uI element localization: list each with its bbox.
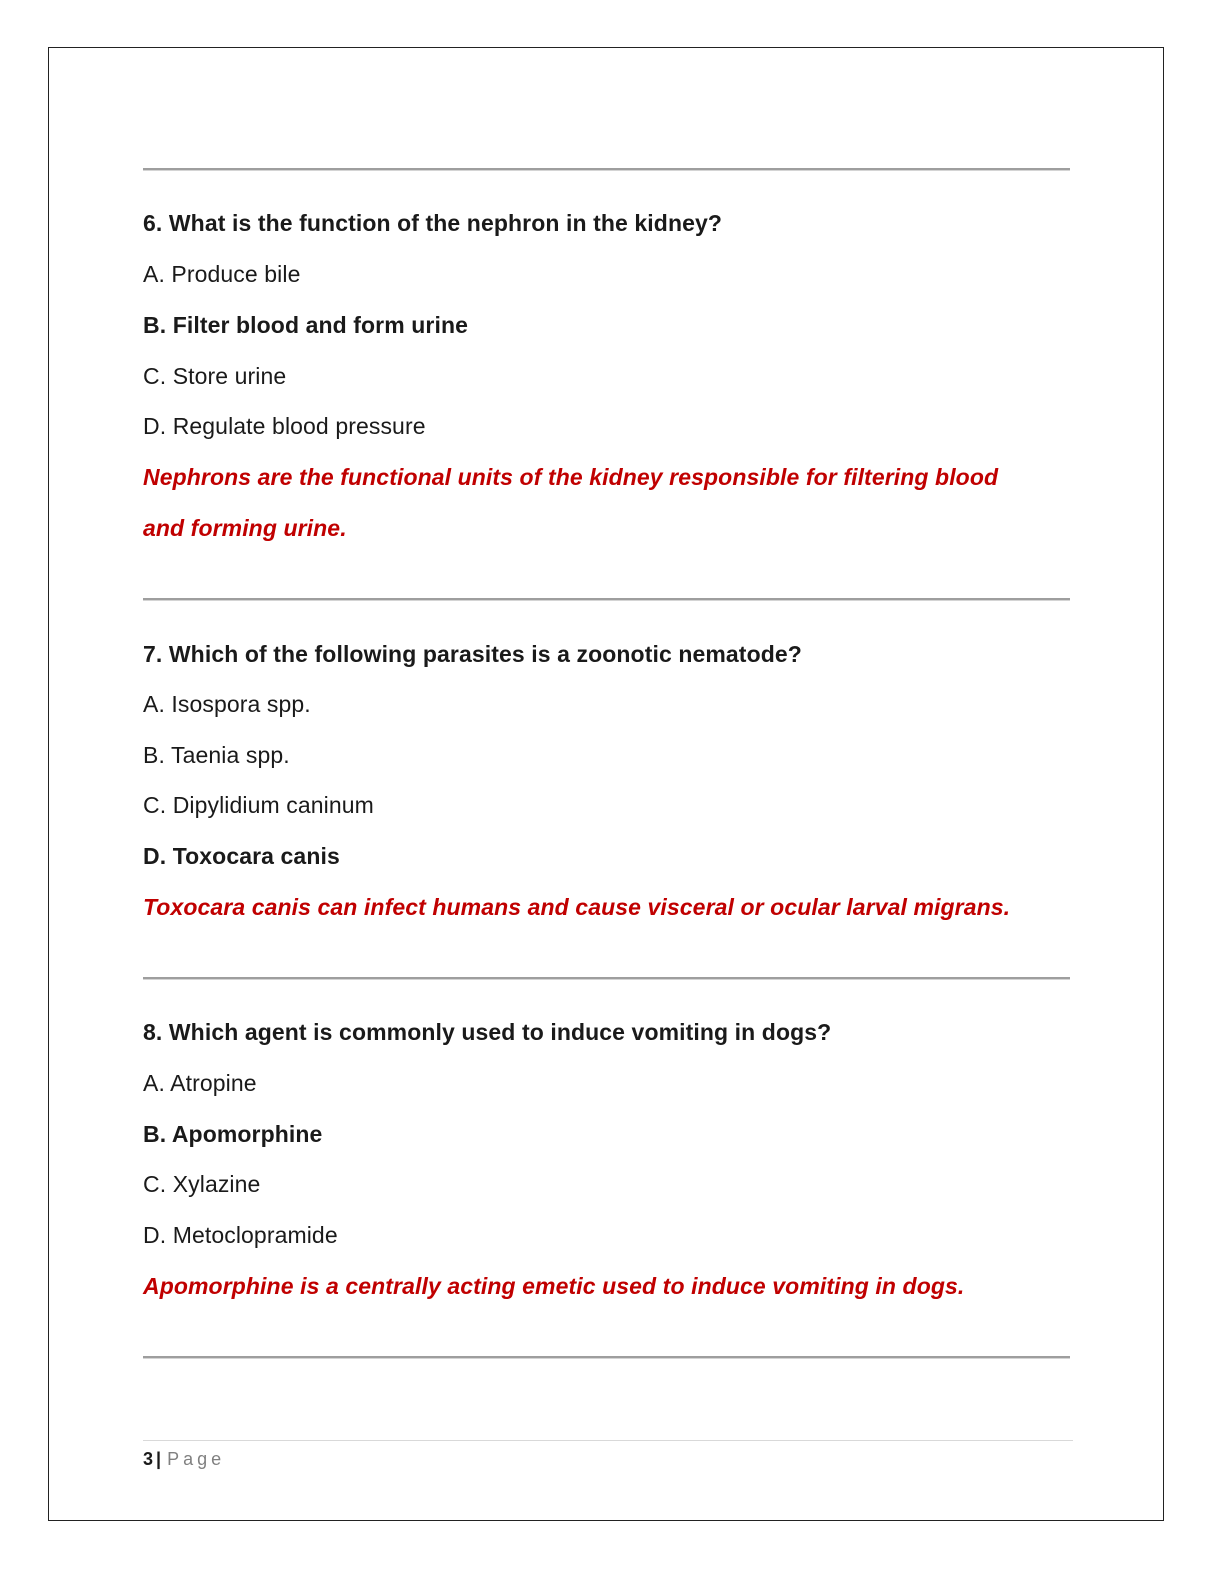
option-a: A. Produce bile xyxy=(143,261,301,287)
divider-rule xyxy=(143,598,1070,600)
explanation-line: Nephrons are the functional units of the kidney responsible for filtering blood xyxy=(143,464,999,490)
option-d: D. Regulate blood pressure xyxy=(143,413,426,439)
page-label: Page xyxy=(167,1449,226,1469)
explanation-line: and forming urine. xyxy=(143,515,347,541)
question-text: 8. Which agent is commonly used to induce vomiting in dogs? xyxy=(143,1019,832,1045)
option-d: D. Metoclopramide xyxy=(143,1222,338,1248)
option-b: B. Taenia spp. xyxy=(143,742,290,768)
option-c: C. Xylazine xyxy=(143,1171,261,1197)
option-d-correct: D. Toxocara canis xyxy=(143,843,340,869)
question-text: 6. What is the function of the nephron in the kidney? xyxy=(143,210,723,236)
footer-rule xyxy=(143,1440,1073,1441)
option-c: C. Dipylidium caninum xyxy=(143,792,374,818)
option-c: C. Store urine xyxy=(143,363,287,389)
explanation-line: Toxocara canis can infect humans and cause visceral or ocular larval migrans. xyxy=(143,894,1011,920)
divider-rule xyxy=(143,1356,1070,1358)
option-b-correct: B. Filter blood and form urine xyxy=(143,312,468,338)
page-number: 3 xyxy=(143,1449,154,1469)
explanation-line: Apomorphine is a centrally acting emetic used to induce vomiting in dogs. xyxy=(143,1273,965,1299)
option-b-correct: B. Apomorphine xyxy=(143,1121,323,1147)
page-footer xyxy=(143,1448,225,1470)
divider-rule xyxy=(143,168,1070,170)
divider-rule xyxy=(143,977,1070,979)
question-text: 7. Which of the following parasites is a zoonotic nematode? xyxy=(143,641,802,667)
option-a: A. Atropine xyxy=(143,1070,257,1096)
footer-separator: | xyxy=(156,1449,162,1469)
option-a: A. Isospora spp. xyxy=(143,691,311,717)
